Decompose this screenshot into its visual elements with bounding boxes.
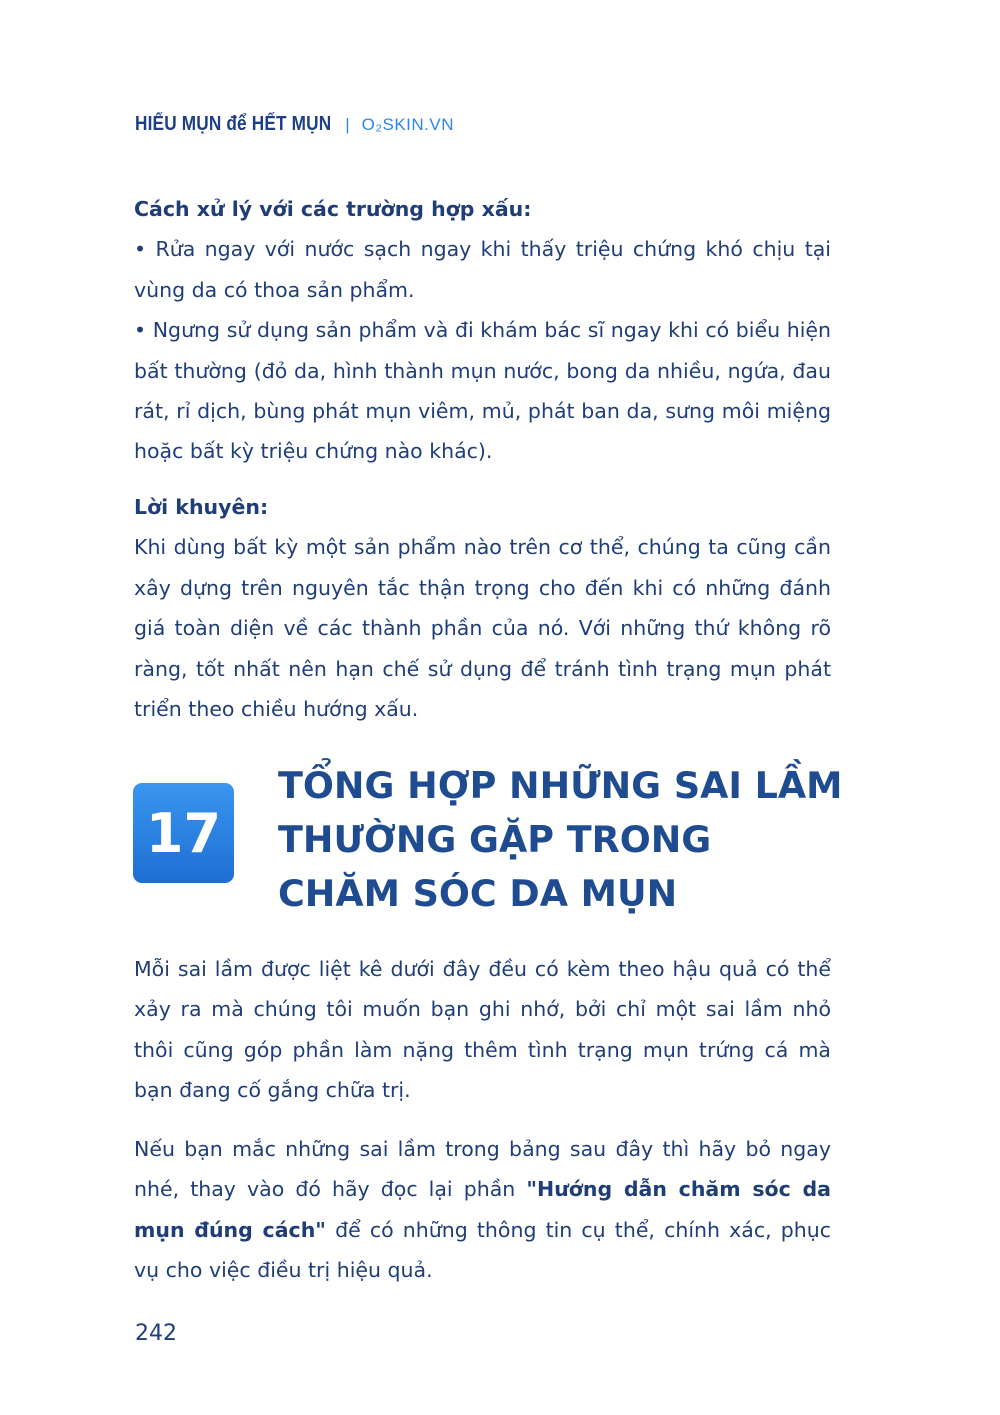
book-title: HIỂU MỤN để HẾT MỤN — [135, 113, 332, 135]
bad-cases-section — [134, 189, 831, 472]
advice-heading: Lời khuyên: — [134, 495, 269, 519]
bullet-item: • Ngưng sử dụng sản phẩm và đi khám bác sĩ ngay khi có biểu hiện bất thường (đỏ da, hình thành mụn nước, bong da nhiều, ngứa, đau rát, rỉ dịch, bùng phát mụn viêm, mủ, phát ban da, sưng môi miệng hoặc bất kỳ triệu chứng nào khác). — [134, 318, 831, 464]
intro-text: Mỗi sai lầm được liệt kê dưới đây đều có kèm theo hậu quả có thể xảy ra mà chúng tôi muốn bạn ghi nhớ, bởi chỉ một sai lầm nhỏ thôi cũng góp phần làm nặng thêm tình trạng mụn trứng cá mà bạn đang cố gắng chữa trị. — [134, 957, 831, 1103]
advice-body: Khi dùng bất kỳ một sản phẩm nào trên cơ thể, chúng ta cũng cần xây dựng trên nguyên tắc thận trọng cho đến khi có những đánh giá toàn diện về các thành phần của nó. Với những thứ không rõ ràng, tốt nhất nên hạn chế sử dụng để tránh tình trạng mụn phát triển theo chiều hướng xấu. — [134, 535, 831, 722]
bad-cases-heading: Cách xử lý với các trường hợp xấu: — [134, 197, 532, 221]
page-number: 242 — [135, 1321, 177, 1346]
intro-text-end: để có những thông tin cụ thể, chính xác, phục vụ cho việc điều trị hiệu quả. — [134, 1217, 831, 1283]
intro-paragraph-2 — [134, 1129, 831, 1291]
section-title-line: CHĂM SÓC DA MỤN — [278, 872, 678, 915]
intro-text-2 — [134, 1129, 831, 1291]
running-header — [135, 113, 454, 136]
section-number-badge: 17 — [133, 783, 234, 883]
advice-section — [134, 487, 831, 729]
section-title — [278, 759, 848, 921]
section-title-line: THƯỜNG GẶP TRONG — [278, 818, 712, 861]
guide-reference: "Hướng dẫn chăm sóc da mụn đúng cách" — [134, 1177, 831, 1242]
bullet-item: • Rửa ngay với nước sạch ngay khi thấy triệu chứng khó chịu tại vùng da có thoa sản phẩm. — [134, 237, 831, 302]
section-title-line: TỔNG HỢP NHỮNG SAI LẦM — [278, 764, 843, 807]
intro-text-start: Nếu bạn mắc những sai lầm trong bảng sau đây thì hãy bỏ ngay nhé, thay vào đó hãy đọc lại phần — [134, 1137, 831, 1202]
header-separator: | — [345, 114, 350, 134]
intro-paragraph-1 — [134, 949, 831, 1111]
website-name: O₂SKIN.VN — [361, 114, 455, 134]
